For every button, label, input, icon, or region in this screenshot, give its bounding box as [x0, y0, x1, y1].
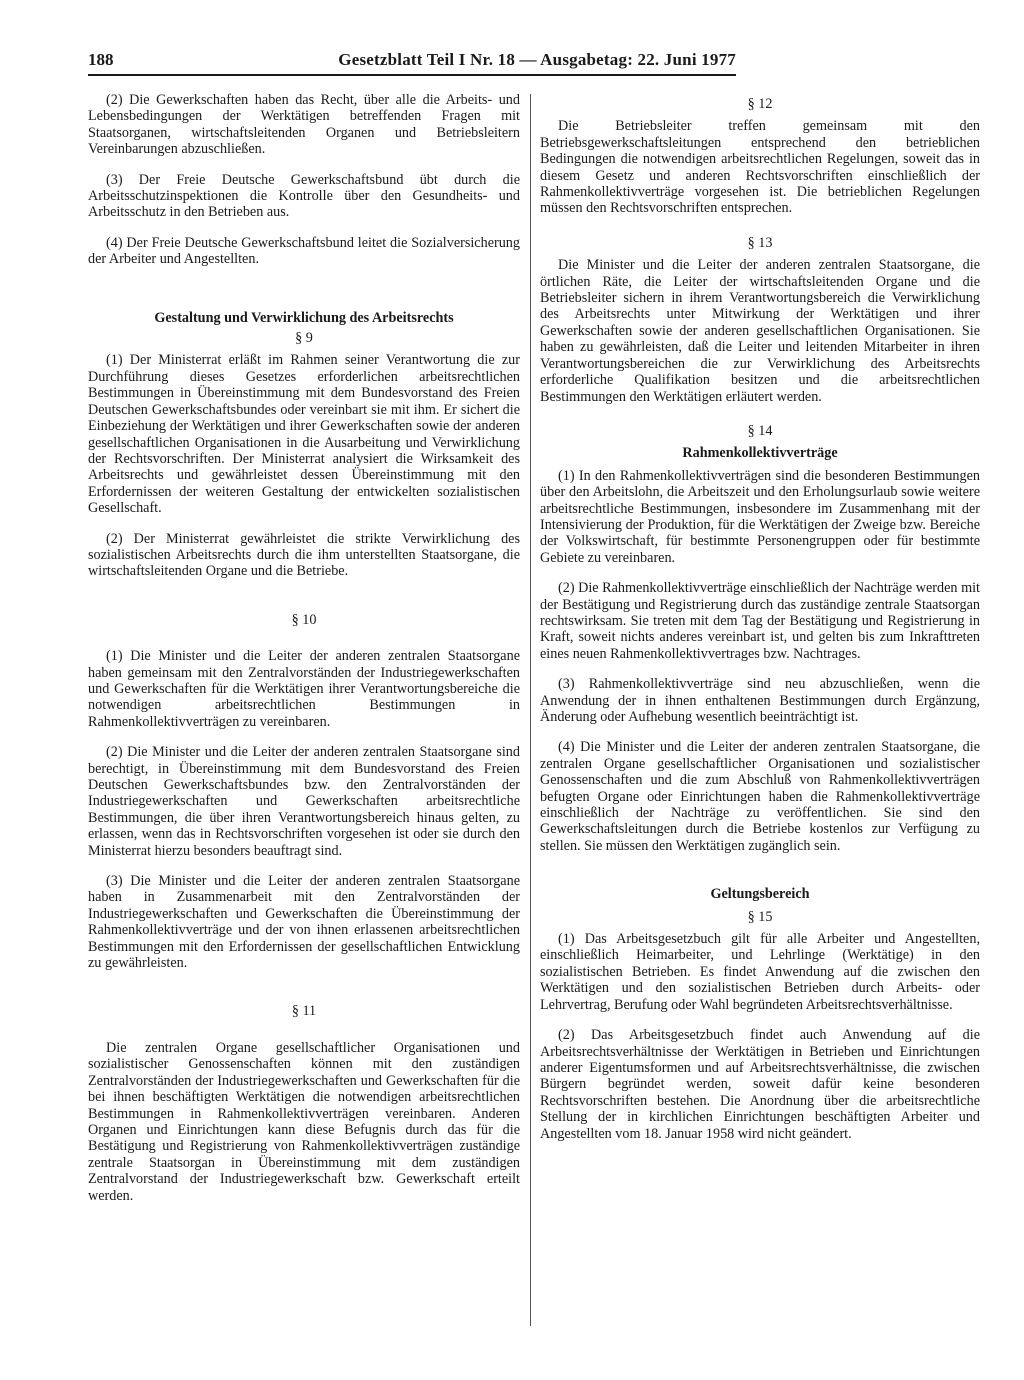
heading-gestaltung: Gestaltung und Verwirklichung des Arbeitsrechts — [154, 309, 454, 326]
section-13-title: § 13 — [747, 234, 773, 251]
section-14-title: § 14 — [747, 422, 773, 439]
paragraph-11: Die zentralen Organe gesellschaftlicher Organisationen und sozialistischer Genossenschaften können mit den zuständigen Zentralvorständen der Industriegewerkschaften und Gewerkschaften für die bei ihnen beschäftigten Werktätigen die notwendigen arbeitsrechtlichen Bestimmungen in Rahmenkollektivverträgen vereinbaren. Anderen Organen und Einrichtungen kann diese Befugnis durch das für die Bestätigung und Registrierung von Rahmenkollektivverträgen zuständige zentrale Staatsorgan in Übereinstimmung mit dem zuständigen Zentralvorstand der Industriegewerkschaft bzw. Gewerkschaft erteilt werden. — [88, 1039, 520, 1204]
paragraph-15-1: (1) Das Arbeitsgesetzbuch gilt für alle Arbeiter und Angestellten, einschließlich Heimarbeiter, und Lehrlinge (Werktätige) in den sozialistischen Betrieben. Es findet Anwendung auf die zwischen den Werktätigen und den sozialistischen Betrieben durch Arbeits- oder Lehrvertrag, Berufung oder Wahl begründeten Arbeitsrechtsverhältnisse. — [540, 931, 980, 1013]
paragraph-9-2: (2) Der Ministerrat gewährleistet die strikte Verwirklichung des sozialistischen Arbeitsrechts durch die ihm unterstellten Staatsorgane, die wirtschaftsleitenden Organe und die Betriebe. — [88, 530, 520, 580]
section-12-title: § 12 — [747, 96, 773, 112]
paragraph-8-2: (2) Die Gewerkschaften haben das Recht, über alle die Arbeits- und Lebensbedingungen der Werktätigen betreffenden Fragen mit Staatsorganen, wirtschaftsleitenden Organen und Betriebsleitern Vereinbarungen abzuschließen. — [88, 92, 520, 158]
paragraph-15-2: (2) Das Arbeitsgesetzbuch findet auch Anwendung auf die Arbeitsrechtsverhältnisse der Werktätigen in Betrieben und Einrichtungen anderer Eigentumsformen und auf Arbeitsrechtsverhältnisse, die zwischen Bürgern begründet werden, soweit dafür keine besonderen Rechtsvorschriften bestehen. Die Anordnung über die arbeitsrechtliche Stellung der in kirchlichen Einrichtungen beschäftigten Arbeiter und Angestellten vom 18. Januar 1958 wird nicht geändert. — [540, 1027, 980, 1142]
paragraph-14-3: (3) Rahmenkollektivverträge sind neu abzuschließen, wenn die Anwendung der in ihnen enthaltenen Bestimmungen durch Ergänzung, Änderung oder Aufhebung wesentlich beeinträchtigt ist. — [540, 676, 980, 725]
running-title: Gesetzblatt Teil I Nr. 18 — Ausgabetag: 22. Juni 1977 — [338, 50, 736, 69]
paragraph-10-2: (2) Die Minister und die Leiter der anderen zentralen Staatsorgane sind berechtigt, in Übereinstimmung mit dem Bundesvorstand des Freien Deutschen Gewerkschaftsbundes bzw. den Zentralvorständen der Industriegewerkschaften und Gewerkschaften arbeitsrechtliche Bestimmungen, die über ihren Verantwortungsbereich hinaus gelten, zu erlassen, wenn das in Rechtsvorschriften vorgesehen ist oder sie durch den Ministerrat hierzu besonders beauftragt sind. — [88, 744, 520, 859]
section-15-title: § 15 — [747, 908, 773, 925]
column-divider — [530, 94, 531, 1326]
paragraph-10-1: (1) Die Minister und die Leiter der anderen zentralen Staatsorgane haben gemeinsam mit den Zentralvorständen der Industriegewerkschaften und Gewerkschaften für die Werktätigen ihrer Verantwortungsbereiche die notwendigen arbeitsrechtlichen Bestimmungen in Rahmenkollektivverträgen zu vereinbaren. — [88, 648, 520, 730]
section-11-title: § 11 — [291, 1003, 317, 1020]
heading-geltungsbereich: Geltungsbereich — [710, 886, 810, 903]
page-header — [88, 50, 736, 76]
page-number: 188 — [88, 50, 114, 69]
paragraph-10-3: (3) Die Minister und die Leiter der anderen zentralen Staatsorgane haben in Zusammenarbeit mit den Zentralvorständen der Industriegewerkschaften und Gewerkschaften die Übereinstimmung der Rahmenkollektivverträge und der von ihnen erlassenen arbeitsrechtlichen Bestimmungen mit den Erfordernissen der gesellschaftlichen Entwicklung zu gewährleisten. — [88, 873, 520, 972]
section-9-title: § 9 — [295, 330, 313, 347]
paragraph-14-4: (4) Die Minister und die Leiter der anderen zentralen Staatsorgane, die zentralen Organe gesellschaftlicher Organisationen und sozialistischer Genossenschaften und die zum Abschluß von Rahmenkollektivverträgen befugten Organe oder Einrichtungen haben die Rahmenkollektivverträge einschließlich der Nachträge zu veröffentlichen. Sie sind den Gewerkschaftsleitungen durch die Betriebe kostenlos zur Verfügung zu stellen. Sie müssen den Werktätigen zugänglich sein. — [540, 739, 980, 854]
paragraph-12: Die Betriebsleiter treffen gemeinsam mit den Betriebsgewerkschaftsleitungen entsprechend den betrieblichen Bedingungen die notwendigen arbeitsrechtlichen Regelungen, soweit das in diesem Gesetz und anderen Rechtsvorschriften einschließlich der Rahmenkollektivverträge vorgesehen ist. Die betrieblichen Regelungen müssen den Rechtsvorschriften entsprechen. — [540, 118, 980, 217]
left-column — [88, 92, 520, 1204]
paragraph-13: Die Minister und die Leiter der anderen zentralen Staatsorgane, die örtlichen Räte, die Leiter der wirtschaftsleitenden Organe und die Betriebsleiter sichern in ihrem Verantwortungsbereich die Verwirklichung des Arbeitsrechts unter Mitwirkung der Werktätigen und ihrer Gewerkschaften sowie der anderen gesellschaftlichen Organisationen. Sie haben zu gewährleisten, daß die Leiter und leitenden Mitarbeiter in ihren Verantwortungsbereichen die zur Verwirklichung des Arbeitsrechts erforderliche Qualifikation besitzen und die arbeitsrechtlichen Bestimmungen den Werktätigen erläutert werden. — [540, 257, 980, 405]
heading-rahmenkollektivvertraege: Rahmenkollektivverträge — [682, 445, 838, 462]
section-10-title: § 10 — [291, 611, 317, 628]
paragraph-9-1: (1) Der Ministerrat erläßt im Rahmen seiner Verantwortung die zur Durchführung dieses Gesetzes erforderlichen arbeitsrechtlichen Bestimmungen in Übereinstimmung mit dem Bundesvorstand des Freien Deutschen Gewerkschaftsbundes oder vereinbart sie mit ihm. Er sichert die Einbeziehung der Werktätigen und ihrer Gewerkschaften sowie der anderen gesellschaftlichen Organisationen in die Ausarbeitung und Verwirklichung der Rechtsvorschriften. Der Ministerrat analysiert die Wirksamkeit des Arbeitsrechts und gewährleistet dessen Übereinstimmung mit den Erfordernissen der weiteren Gestaltung der entwickelten sozialistischen Gesellschaft. — [88, 352, 520, 517]
right-column — [540, 92, 980, 1142]
paragraph-8-4: (4) Der Freie Deutsche Gewerkschaftsbund leitet die Sozialversicherung der Arbeiter und Angestellten. — [88, 234, 520, 268]
paragraph-14-1: (1) In den Rahmenkollektivverträgen sind die besonderen Bestimmungen über den Arbeitslohn, die Arbeitszeit und den Erholungsurlaub sowie weitere arbeitsrechtliche Bestimmungen, insbesondere im Zusammenhang mit der Intensivierung der Produktion, für die Werktätigen der Zweige bzw. Bereiche der Volkswirtschaft, für bestimmte Personengruppen oder für bestimmte Gebiete zu vereinbaren. — [540, 467, 980, 566]
paragraph-14-2: (2) Die Rahmenkollektivverträge einschließlich der Nachträge werden mit der Bestätigung und Registrierung durch das zuständige zentrale Staatsorgan rechtswirksam. Sie treten mit dem Tag der Bestätigung und Registrierung in Kraft, soweit nichts anderes vereinbart ist, und gelten bis zum Inkrafttreten eines neuen Rahmenkollektivvertrages bzw. Nachtrages. — [540, 580, 980, 662]
paragraph-8-3: (3) Der Freie Deutsche Gewerkschaftsbund übt durch die Arbeitsschutzinspektionen die Kontrolle über den Gesundheits- und Arbeitsschutz in den Betrieben aus. — [88, 171, 520, 221]
